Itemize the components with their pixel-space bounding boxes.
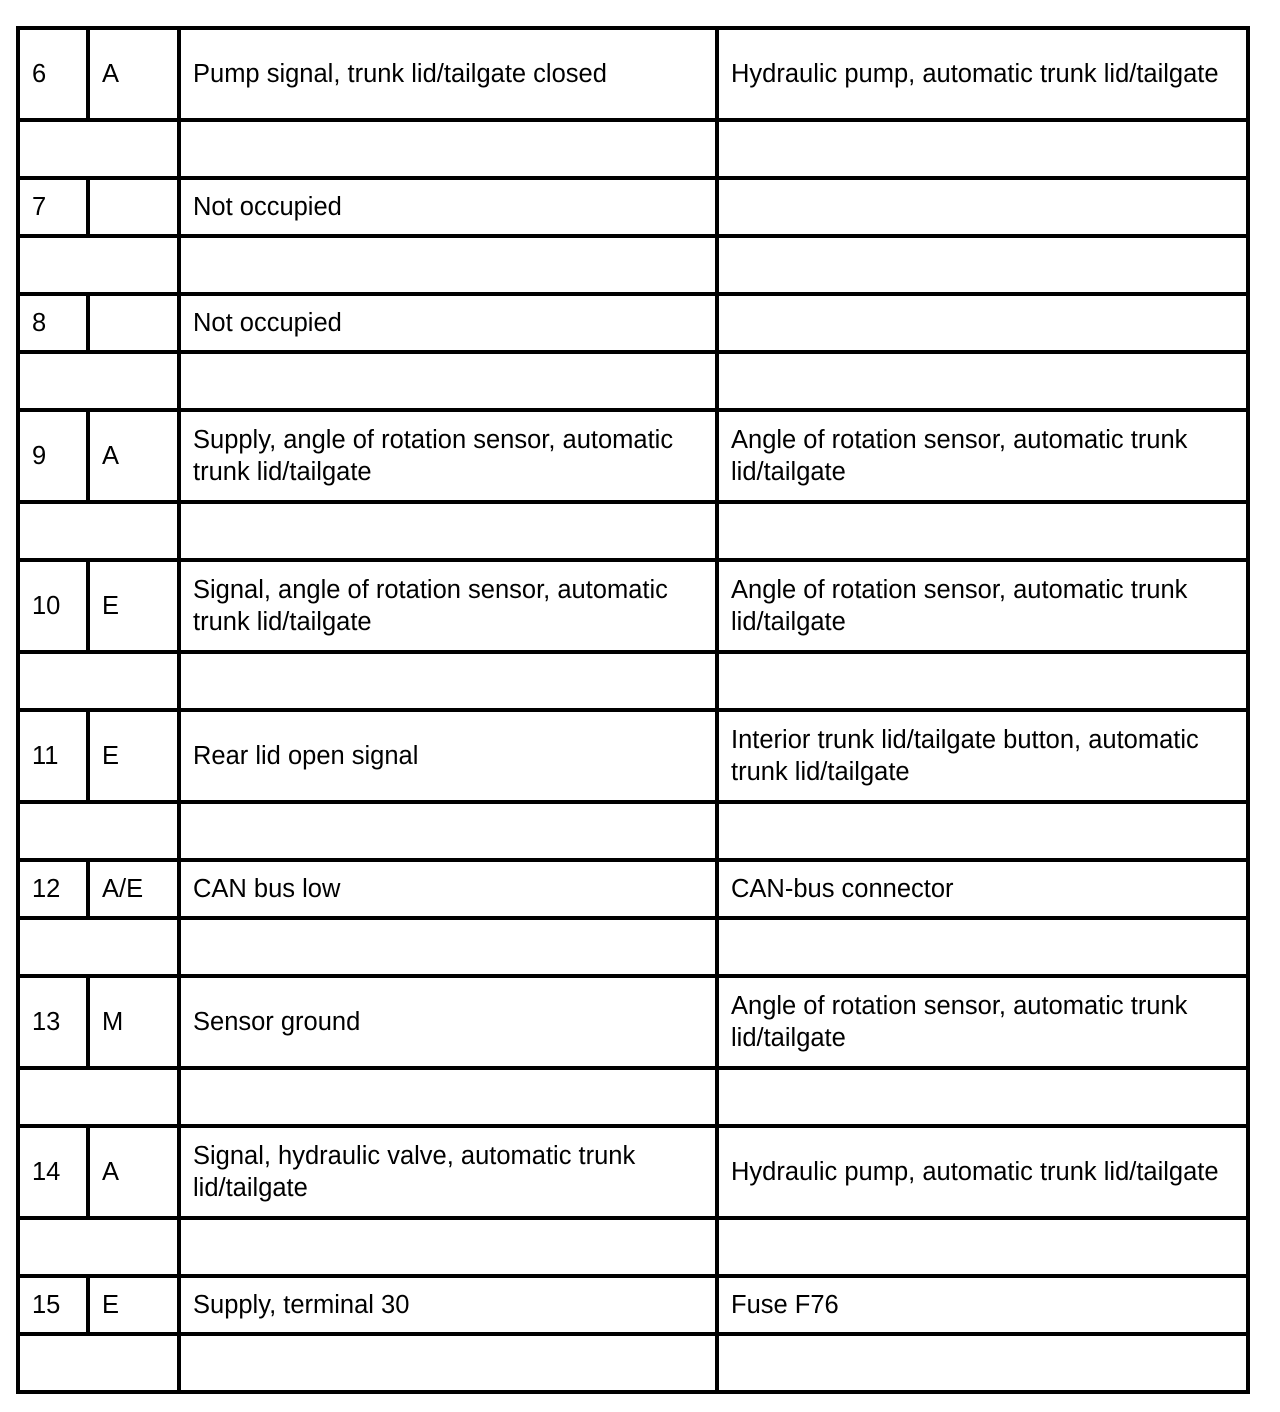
- spacer-cell: [18, 352, 179, 410]
- spacer-cell: [179, 652, 717, 710]
- spacer-row: [18, 120, 1248, 178]
- spacer-cell: [179, 236, 717, 294]
- spacer-cell: [18, 1218, 179, 1276]
- pin-connection: Interior trunk lid/tailgate button, automatic trunk lid/tailgate: [717, 710, 1248, 802]
- pin-number: 13: [18, 976, 88, 1068]
- spacer-cell: [18, 236, 179, 294]
- pin-description: Supply, terminal 30: [179, 1276, 717, 1334]
- pin-number: 10: [18, 560, 88, 652]
- table-row: [18, 294, 1248, 352]
- table-row: [18, 28, 1248, 120]
- pin-description: Not occupied: [179, 294, 717, 352]
- spacer-cell: [717, 120, 1248, 178]
- spacer-cell: [18, 802, 179, 860]
- spacer-cell: [18, 918, 179, 976]
- pin-connection: CAN-bus connector: [717, 860, 1248, 918]
- signal-type: A: [88, 28, 179, 120]
- spacer-cell: [717, 1068, 1248, 1126]
- spacer-row: [18, 1218, 1248, 1276]
- pin-number: 8: [18, 294, 88, 352]
- pin-assignment-table: [16, 26, 1250, 1394]
- spacer-row: [18, 236, 1248, 294]
- pin-number: 12: [18, 860, 88, 918]
- pin-connection: [717, 294, 1248, 352]
- spacer-cell: [179, 120, 717, 178]
- pin-connection: [717, 178, 1248, 236]
- pin-connection: Angle of rotation sensor, automatic trunk lid/tailgate: [717, 410, 1248, 502]
- spacer-row: [18, 1334, 1248, 1392]
- signal-type: E: [88, 560, 179, 652]
- table-row: [18, 1126, 1248, 1218]
- pin-description: Supply, angle of rotation sensor, automatic trunk lid/tailgate: [179, 410, 717, 502]
- spacer-row: [18, 918, 1248, 976]
- pin-description: Signal, hydraulic valve, automatic trunk lid/tailgate: [179, 1126, 717, 1218]
- spacer-cell: [717, 918, 1248, 976]
- table-row: [18, 1276, 1248, 1334]
- spacer-row: [18, 652, 1248, 710]
- spacer-row: [18, 802, 1248, 860]
- spacer-cell: [179, 802, 717, 860]
- spacer-cell: [179, 1068, 717, 1126]
- spacer-row: [18, 1068, 1248, 1126]
- spacer-row: [18, 502, 1248, 560]
- pin-number: 15: [18, 1276, 88, 1334]
- table-row: [18, 560, 1248, 652]
- spacer-cell: [18, 1068, 179, 1126]
- spacer-cell: [179, 918, 717, 976]
- signal-type: A: [88, 1126, 179, 1218]
- spacer-cell: [18, 652, 179, 710]
- pin-number: 7: [18, 178, 88, 236]
- pin-number: 11: [18, 710, 88, 802]
- spacer-cell: [179, 1334, 717, 1392]
- spacer-cell: [717, 1334, 1248, 1392]
- pin-connection: Hydraulic pump, automatic trunk lid/tailgate: [717, 1126, 1248, 1218]
- pin-connection: Hydraulic pump, automatic trunk lid/tailgate: [717, 28, 1248, 120]
- spacer-cell: [179, 1218, 717, 1276]
- spacer-cell: [179, 502, 717, 560]
- pin-number: 14: [18, 1126, 88, 1218]
- pin-number: 6: [18, 28, 88, 120]
- spacer-cell: [717, 236, 1248, 294]
- signal-type: A: [88, 410, 179, 502]
- spacer-row: [18, 352, 1248, 410]
- signal-type: E: [88, 1276, 179, 1334]
- table-row: [18, 976, 1248, 1068]
- spacer-cell: [179, 352, 717, 410]
- spacer-cell: [18, 120, 179, 178]
- spacer-cell: [717, 1218, 1248, 1276]
- signal-type: [88, 294, 179, 352]
- spacer-cell: [18, 1334, 179, 1392]
- spacer-cell: [717, 352, 1248, 410]
- spacer-cell: [18, 502, 179, 560]
- pin-description: Not occupied: [179, 178, 717, 236]
- pin-connection: Angle of rotation sensor, automatic trunk lid/tailgate: [717, 560, 1248, 652]
- pin-connection: Angle of rotation sensor, automatic trunk lid/tailgate: [717, 976, 1248, 1068]
- pin-number: 9: [18, 410, 88, 502]
- signal-type: E: [88, 710, 179, 802]
- pin-description: Pump signal, trunk lid/tailgate closed: [179, 28, 717, 120]
- spacer-cell: [717, 502, 1248, 560]
- pin-description: CAN bus low: [179, 860, 717, 918]
- table-row: [18, 710, 1248, 802]
- signal-type: A/E: [88, 860, 179, 918]
- spacer-cell: [717, 652, 1248, 710]
- pin-description: Rear lid open signal: [179, 710, 717, 802]
- signal-type: [88, 178, 179, 236]
- signal-type: M: [88, 976, 179, 1068]
- table-row: [18, 410, 1248, 502]
- pin-description: Signal, angle of rotation sensor, automatic trunk lid/tailgate: [179, 560, 717, 652]
- pin-description: Sensor ground: [179, 976, 717, 1068]
- spacer-cell: [717, 802, 1248, 860]
- pin-connection: Fuse F76: [717, 1276, 1248, 1334]
- table-row: [18, 178, 1248, 236]
- table-row: [18, 860, 1248, 918]
